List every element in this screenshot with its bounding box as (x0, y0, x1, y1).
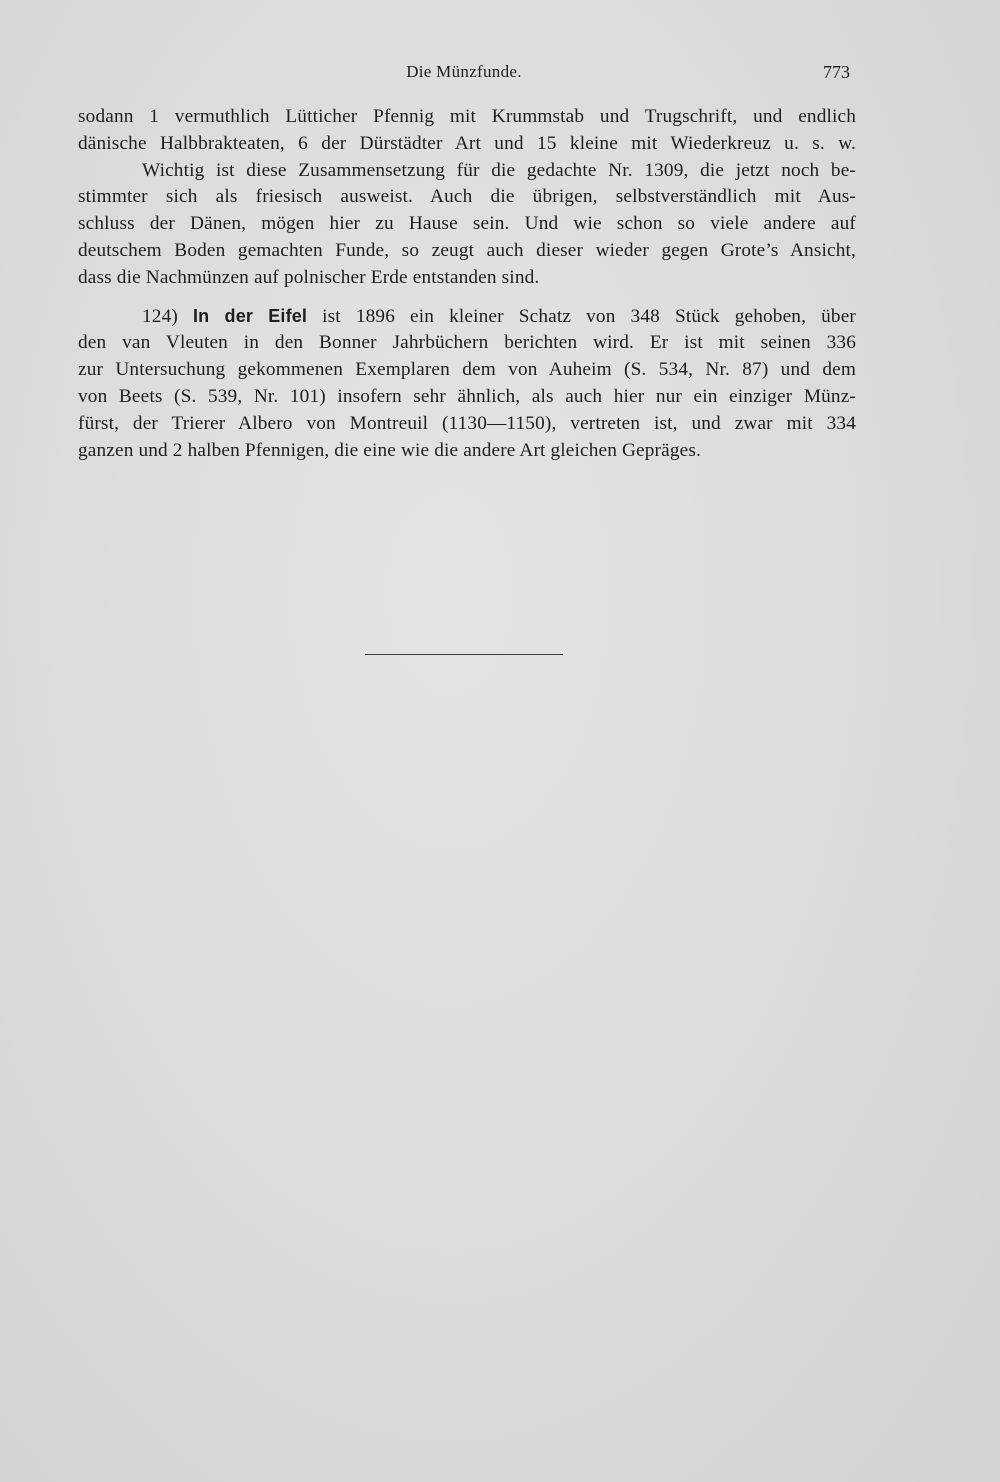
entry-first-line: ist 1896 ein kleiner Schatz von 348 Stück gehoben, über (322, 305, 856, 327)
running-header (78, 62, 850, 86)
text-line: fürst, der Trierer Albero von Montreuil (1130—1150), vertreten ist, und zwar mit 334 (78, 412, 856, 434)
paragraph-1 (78, 104, 856, 292)
entry-heading: In der Eifel (193, 305, 308, 326)
text-line: Wichtig ist diese Zusammensetzung für die gedachte Nr. 1309, die jetzt noch be- (142, 159, 856, 181)
page-number: 773 (823, 62, 850, 82)
text-line (78, 303, 856, 331)
entry-number: 124) (142, 305, 178, 327)
text-line: zur Untersuchung gekommenen Exemplaren dem von Auheim (S. 534, Nr. 87) und dem (78, 359, 856, 381)
paragraph-2 (78, 303, 856, 465)
text-line: den van Vleuten in den Bonner Jahrbüchern berichten wird. Er ist mit seinen 336 (78, 332, 856, 354)
body-text (78, 104, 856, 464)
text-line: dänische Halbbrakteaten, 6 der Dürstädter Art und 15 kleine mit Wiederkreuz u. s. w. (78, 132, 856, 154)
text-line: deutschem Boden gemachten Funde, so zeugt auch dieser wieder gegen Grote’s Ansicht, (78, 239, 856, 261)
text-line: ganzen und 2 halben Pfennigen, die eine wie die andere Art gleichen Gepräges. (78, 439, 701, 461)
running-title: Die Münzfunde. (406, 62, 522, 81)
paragraph-spacer (78, 292, 856, 303)
text-line: dass die Nachmünzen auf polnischer Erde entstanden sind. (78, 266, 540, 288)
section-end-rule (365, 654, 563, 655)
text-line: schluss der Dänen, mögen hier zu Hause sein. Und wie schon so viele andere auf (78, 213, 856, 235)
text-line: von Beets (S. 539, Nr. 101) insofern sehr ähnlich, als auch hier nur ein einziger Münz- (78, 385, 856, 407)
text-line: stimmter sich als friesisch ausweist. Auch die übrigen, selbstverständlich mit Aus- (78, 186, 856, 208)
text-line: sodann 1 vermuthlich Lütticher Pfennig mit Krummstab und Trugschrift, und endlich (78, 106, 856, 127)
